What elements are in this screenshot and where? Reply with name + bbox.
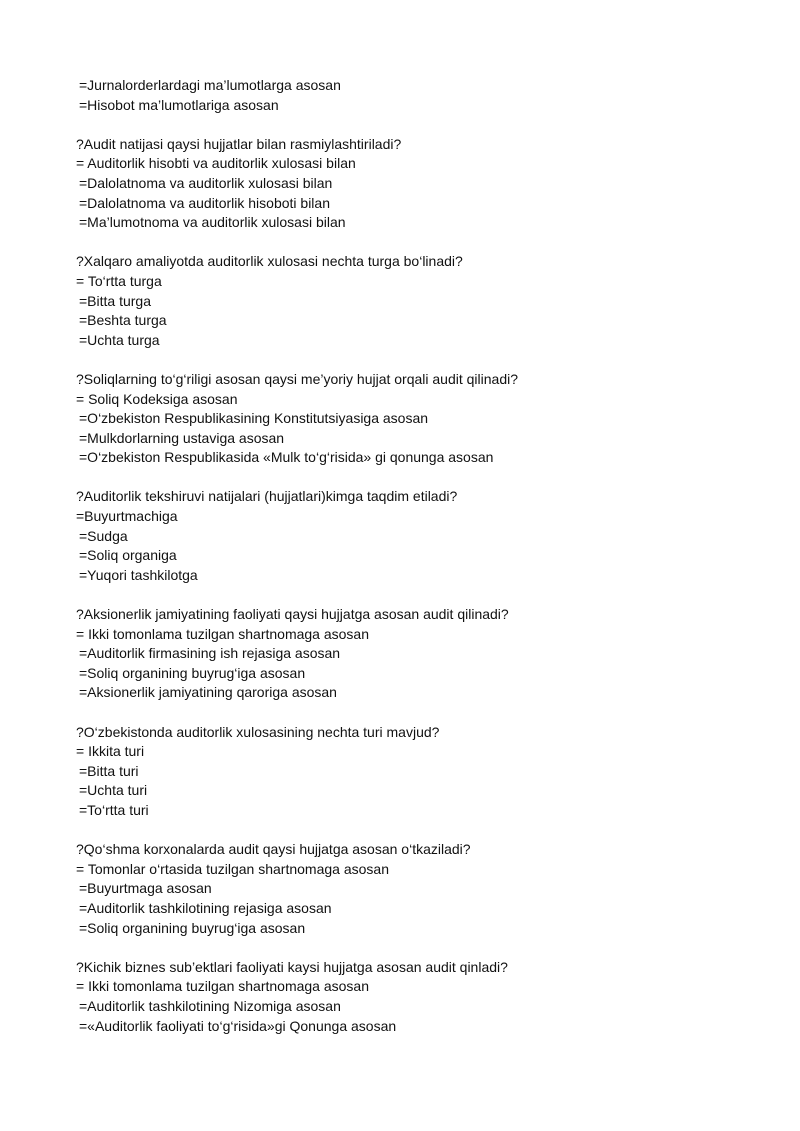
answer-option: =Uchta turi <box>79 782 148 799</box>
answer-option: = Ikkita turi <box>76 743 145 760</box>
question-block <box>76 958 756 1036</box>
intro-line: =Jurnalorderlardagi ma’lumotlarga asosan <box>79 77 341 93</box>
question-text: ?Xalqaro amaliyotda auditorlik xulosasi nechta turga bo‘linadi? <box>76 253 463 270</box>
answer-option: =Aksionerlik jamiyatining qaroriga asosan <box>79 684 337 701</box>
spacer <box>76 233 756 253</box>
answer-option: = Ikki tomonlama tuzilgan shartnomaga asosan <box>76 625 369 642</box>
spacer <box>76 115 756 135</box>
spacer <box>76 350 756 370</box>
question-text: ?Aksionerlik jamiyatining faoliyati qaysi hujjatga asosan audit qilinadi? <box>76 606 509 623</box>
answer-option: =Mulkdorlarning ustaviga asosan <box>79 429 285 446</box>
answer-option: =Auditorlik firmasining ish rejasiga asosan <box>79 645 341 662</box>
answer-option: =Uchta turga <box>79 331 160 348</box>
spacer <box>76 703 756 723</box>
answer-option: =Auditorlik tashkilotining Nizomiga asosan <box>79 997 341 1014</box>
question-block <box>76 840 756 938</box>
question-block <box>76 252 756 350</box>
answer-option: =Yuqori tashkilotga <box>79 566 198 583</box>
spacer <box>76 938 756 958</box>
answer-option: =Bitta turi <box>79 762 139 779</box>
question-text: ?Audit natijasi qaysi hujjatlar bilan rasmiylashtiriladi? <box>76 135 402 152</box>
answer-option: = Soliq Kodeksiga asosan <box>76 390 238 407</box>
intro-line: =Hisobot ma’lumotlariga asosan <box>79 96 279 113</box>
answer-option: =Bitta turga <box>79 292 151 309</box>
answer-option: =Buyurtmaga asosan <box>79 880 212 897</box>
answer-option: =Soliq organiga <box>79 547 177 564</box>
question-text: ?Qo‘shma korxonalarda audit qaysi hujjatga asosan o‘tkaziladi? <box>76 841 471 858</box>
answer-option: = Auditorlik hisobti va auditorlik xulosasi bilan <box>76 155 356 172</box>
answer-option: =O‘zbekiston Respublikasida «Mulk to‘g‘risida» gi qonunga asosan <box>79 449 494 466</box>
question-text: ?O‘zbekistonda auditorlik xulosasining nechta turi mavjud? <box>76 723 440 740</box>
answer-option: = Tomonlar o‘rtasida tuzilgan shartnomaga asosan <box>76 860 389 877</box>
answer-option: =Beshta turga <box>79 312 167 329</box>
spacer <box>76 468 756 488</box>
question-text: ?Kichik biznes sub’ektlari faoliyati kaysi hujjatga asosan audit qinladi? <box>76 958 508 975</box>
spacer <box>76 585 756 605</box>
answer-option: =Dalolatnoma va auditorlik xulosasi bilan <box>79 174 333 191</box>
answer-option: =«Auditorlik faoliyati to‘g‘risida»gi Qonunga asosan <box>79 1017 397 1034</box>
question-text: ?Auditorlik tekshiruvi natijalari (hujjatlari)kimga taqdim etiladi? <box>76 488 458 505</box>
question-block <box>76 723 756 821</box>
answer-option: = To‘rtta turga <box>76 272 162 289</box>
answer-option: =Soliq organining buyrug‘iga asosan <box>79 919 306 936</box>
answer-option: =Dalolatnoma va auditorlik hisoboti bilan <box>79 194 330 211</box>
question-block <box>76 370 756 468</box>
question-block <box>76 487 756 585</box>
answer-option: = Ikki tomonlama tuzilgan shartnomaga asosan <box>76 978 369 995</box>
question-block <box>76 605 756 703</box>
answer-option: =Ma’lumotnoma va auditorlik xulosasi bilan <box>79 214 346 231</box>
answer-option: =Auditorlik tashkilotining rejasiga asosan <box>79 899 332 916</box>
question-block <box>76 135 756 233</box>
answer-option: =To‘rtta turi <box>79 801 149 818</box>
answer-option: =O‘zbekiston Respublikasining Konstitutsiyasiga asosan <box>79 410 429 427</box>
question-text: ?Soliqlarning to‘g‘riligi asosan qaysi me’yoriy hujjat orqali audit qilinadi? <box>76 370 519 387</box>
answer-option: =Soliq organining buyrug‘iga asosan <box>79 664 306 681</box>
spacer <box>76 821 756 841</box>
document-body <box>76 76 756 1036</box>
answer-option: =Sudga <box>79 527 128 544</box>
answer-option: =Buyurtmachiga <box>76 508 178 525</box>
